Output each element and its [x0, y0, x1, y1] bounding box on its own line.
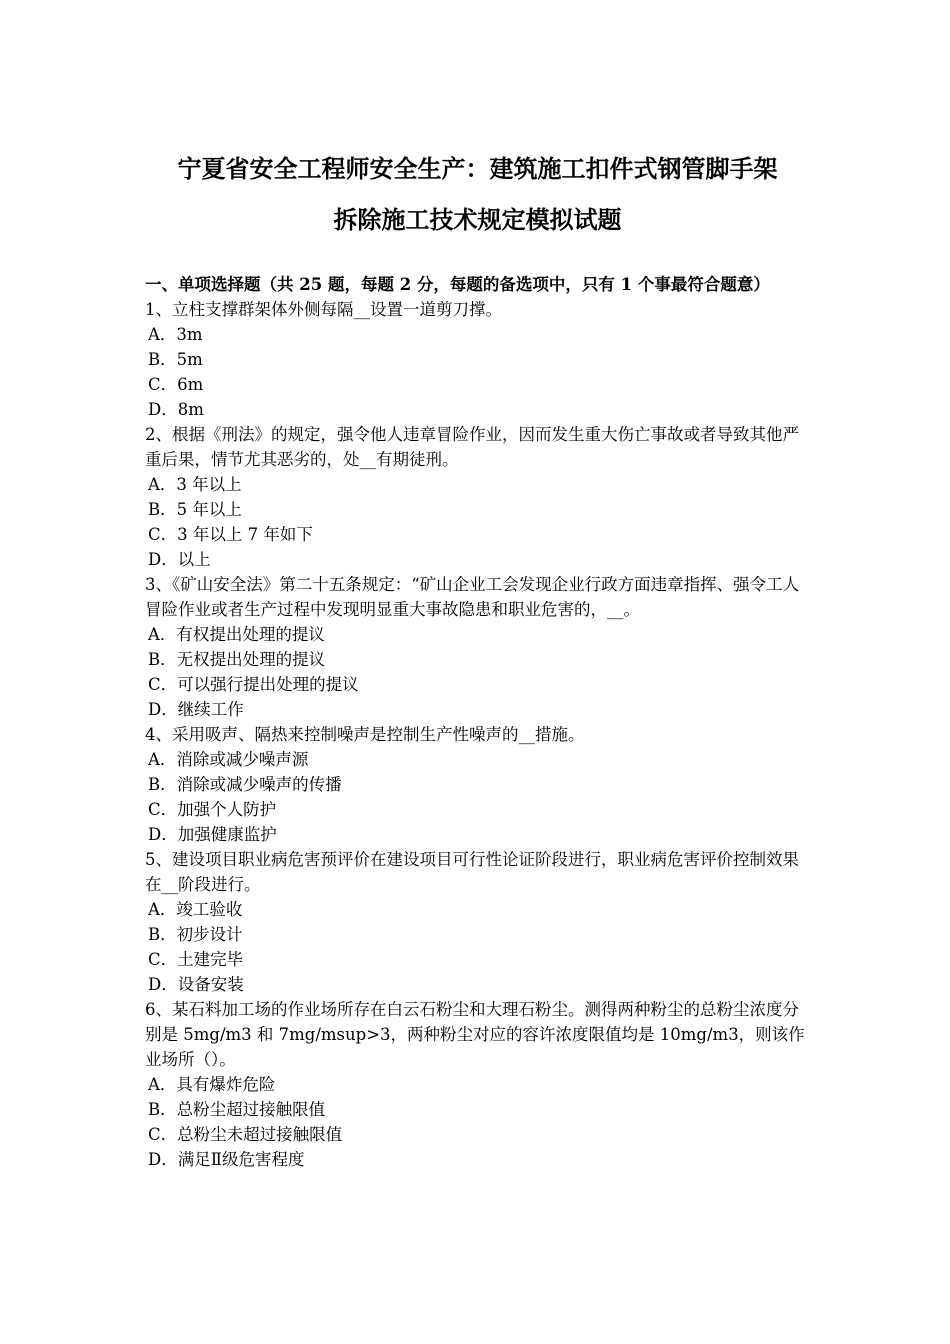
option-d: D．以上 — [148, 550, 211, 569]
option-a: A．有权提出处理的提议 — [148, 625, 325, 644]
document-title-line-1: 宁夏省安全工程师安全生产：建筑施工扣件式钢管脚手架 — [177, 154, 778, 183]
question-5 — [145, 847, 810, 997]
option-b: B．初步设计 — [148, 925, 243, 944]
question-6 — [145, 997, 810, 1172]
option-c: C．总粉尘未超过接触限值 — [148, 1125, 343, 1144]
question-3 — [145, 572, 810, 722]
option-a: A．3 年以上 — [148, 475, 242, 494]
option-c: C．3 年以上 7 年如下 — [148, 525, 313, 544]
question-4 — [145, 722, 810, 847]
option-d: D．8m — [148, 400, 204, 419]
option-c: C．加强个人防护 — [148, 800, 277, 819]
option-c: C．6m — [148, 375, 204, 394]
document-page — [145, 143, 810, 1172]
option-d: D．设备安装 — [148, 975, 244, 994]
question-stem: 4、采用吸声、隔热来控制噪声是控制生产性噪声的__措施。 — [145, 725, 585, 744]
option-a: A．竣工验收 — [148, 900, 243, 919]
option-d: D．继续工作 — [148, 700, 244, 719]
option-b: B．无权提出处理的提议 — [148, 650, 326, 669]
option-b: B．消除或减少噪声的传播 — [148, 775, 342, 794]
section-heading: 一、单项选择题（共 25 题，每题 2 分，每题的备选项中，只有 1 个事最符合题意） — [145, 275, 770, 294]
question-2 — [145, 422, 810, 572]
option-b: B．总粉尘超过接触限值 — [148, 1100, 326, 1119]
question-stem: 3、《矿山安全法》第二十五条规定：“矿山企业工会发现企业行政方面违章指挥、强令工人冒险作业或者生产过程中发现明显重大事故隐患和职业危害的，__。 — [145, 575, 800, 619]
option-d: D．加强健康监护 — [148, 825, 277, 844]
option-b: B．5 年以上 — [148, 500, 242, 519]
option-a: A．消除或减少噪声源 — [148, 750, 309, 769]
option-a: A．3m — [148, 325, 203, 344]
question-stem: 5、建设项目职业病危害预评价在建设项目可行性论证阶段进行，职业病危害评价控制效果在__阶段进行。 — [145, 850, 799, 894]
question-1 — [145, 297, 810, 422]
question-stem: 2、根据《刑法》的规定，强令他人违章冒险作业，因而发生重大伤亡事故或者导致其他严重后果，情节尤其恶劣的，处__有期徒刑。 — [145, 425, 799, 469]
option-a: A．具有爆炸危险 — [148, 1075, 276, 1094]
option-c: C．土建完毕 — [148, 950, 244, 969]
question-stem: 6、某石料加工场的作业场所存在白云石粉尘和大理石粉尘。测得两种粉尘的总粉尘浓度分别是 5mg/m3 和 7mg/msup>3，两种粉尘对应的容许浓度限值均是 10mg/m3，则该作业场所（）。 — [145, 1000, 805, 1069]
question-stem: 1、立柱支撑群架体外侧每隔__设置一道剪刀撑。 — [145, 300, 502, 319]
option-b: B．5m — [148, 350, 203, 369]
option-c: C．可以强行提出处理的提议 — [148, 675, 359, 694]
option-d: D．满足Ⅱ级危害程度 — [148, 1150, 305, 1169]
document-title-line-2: 拆除施工技术规定模拟试题 — [333, 205, 622, 234]
